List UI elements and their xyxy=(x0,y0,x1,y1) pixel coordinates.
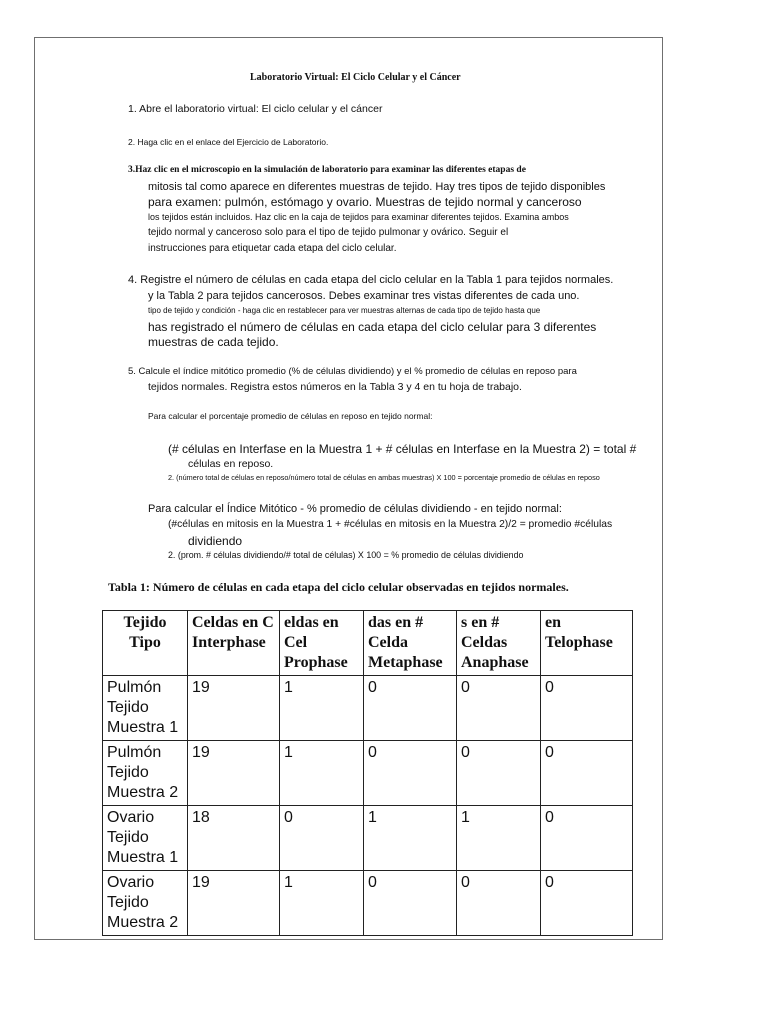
tissue-cell: Ovario Tejido Muestra 2 xyxy=(103,871,188,936)
tissue-cell: Pulmón Tejido Muestra 1 xyxy=(103,676,188,741)
resting-formula-1-line-1: (# células en Interfase en la Muestra 1 + # células en Interfase en la Muestra 2) = total # xyxy=(168,442,637,456)
step-3-line-6: instrucciones para etiquetar cada etapa del ciclo celular. xyxy=(148,243,397,254)
interphase-value: 19 xyxy=(188,871,280,936)
resting-formula-1-line-2: células en reposo. xyxy=(188,458,274,470)
document-title: Laboratorio Virtual: El Ciclo Celular y el Cáncer xyxy=(250,72,461,83)
table-row xyxy=(103,806,633,871)
resting-formula-2: 2. (número total de células en reposo/número total de células en ambas muestras) X 100 = porcentaje promedio de células en reposo xyxy=(168,473,600,482)
table-caption: Tabla 1: Número de células en cada etapa del ciclo celular observadas en tejidos normales. xyxy=(108,580,569,594)
anaphase-value: 0 xyxy=(457,871,541,936)
header-telophase: en Telophase xyxy=(541,611,633,676)
step-3-line-1: 3.Haz clic en el microscopio en la simulación de laboratorio para examinar las diferentes etapas de xyxy=(128,165,526,175)
step-3-line-5: tejido normal y canceroso solo para el tipo de tejido pulmonar y ovárico. Seguir el xyxy=(148,227,509,238)
step-1: 1. Abre el laboratorio virtual: El ciclo celular y el cáncer xyxy=(128,103,383,115)
table-header-row xyxy=(103,611,633,676)
interphase-value: 19 xyxy=(188,741,280,806)
table-row xyxy=(103,871,633,936)
header-prophase: eldas en Cel Prophase xyxy=(280,611,364,676)
header-tissue-type: Tejido Tipo xyxy=(103,611,188,676)
telophase-value: 0 xyxy=(541,806,633,871)
mitotic-formula-2: 2. (prom. # células dividiendo/# total de células) X 100 = % promedio de células dividiendo xyxy=(168,550,524,560)
anaphase-value: 1 xyxy=(457,806,541,871)
mitotic-intro: Para calcular el Índice Mitótico - % promedio de células dividiendo - en tejido normal: xyxy=(148,503,562,515)
telophase-value: 0 xyxy=(541,871,633,936)
resting-intro: Para calcular el porcentaje promedio de células en reposo en tejido normal: xyxy=(148,411,433,421)
telophase-value: 0 xyxy=(541,676,633,741)
prophase-value: 1 xyxy=(280,676,364,741)
prophase-value: 1 xyxy=(280,871,364,936)
step-4-line-5: muestras de cada tejido. xyxy=(148,335,279,349)
interphase-value: 18 xyxy=(188,806,280,871)
metaphase-value: 0 xyxy=(364,871,457,936)
header-interphase: Celdas en C Interphase xyxy=(188,611,280,676)
interphase-value: 19 xyxy=(188,676,280,741)
step-3-line-4: los tejidos están incluidos. Haz clic en la caja de tejidos para examinar diferentes tejidos. Examina ambos xyxy=(148,212,569,222)
anaphase-value: 0 xyxy=(457,676,541,741)
step-3-line-2: mitosis tal como aparece en diferentes muestras de tejido. Hay tres tipos de tejido disponibles xyxy=(148,181,606,193)
prophase-value: 0 xyxy=(280,806,364,871)
metaphase-value: 1 xyxy=(364,806,457,871)
step-4-line-2: y la Tabla 2 para tejidos cancerosos. Debes examinar tres vistas diferentes de cada uno. xyxy=(148,290,580,302)
header-anaphase: s en # Celdas Anaphase xyxy=(457,611,541,676)
step-4-line-3: tipo de tejido y condición - haga clic en restablecer para ver muestras alternas de cada tipo de tejido hasta que xyxy=(148,306,541,315)
metaphase-value: 0 xyxy=(364,676,457,741)
step-3-line-3: para examen: pulmón, estómago y ovario. Muestras de tejido normal y canceroso xyxy=(148,195,582,209)
mitotic-formula-1-line-1: (#células en mitosis en la Muestra 1 + #células en mitosis en la Muestra 2)/2 = promedio #células xyxy=(168,519,613,530)
prophase-value: 1 xyxy=(280,741,364,806)
cell-cycle-table xyxy=(102,610,633,936)
step-5-line-1: 5. Calcule el índice mitótico promedio (% de células dividiendo) y el % promedio de células en reposo para xyxy=(128,366,577,377)
tissue-cell: Ovario Tejido Muestra 1 xyxy=(103,806,188,871)
metaphase-value: 0 xyxy=(364,741,457,806)
table-row xyxy=(103,676,633,741)
step-5-line-2: tejidos normales. Registra estos números en la Tabla 3 y 4 en tu hoja de trabajo. xyxy=(148,381,522,393)
tissue-cell: Pulmón Tejido Muestra 2 xyxy=(103,741,188,806)
step-2: 2. Haga clic en el enlace del Ejercicio de Laboratorio. xyxy=(128,137,329,147)
step-4-line-4: has registrado el número de células en cada etapa del ciclo celular para 3 diferentes xyxy=(148,320,597,334)
mitotic-formula-1-line-2: dividiendo xyxy=(188,534,243,548)
telophase-value: 0 xyxy=(541,741,633,806)
anaphase-value: 0 xyxy=(457,741,541,806)
table-row xyxy=(103,741,633,806)
step-4-line-1: 4. Registre el número de células en cada etapa del ciclo celular en la Tabla 1 para tejidos normales. xyxy=(128,274,614,286)
header-metaphase: das en # Celda Metaphase xyxy=(364,611,457,676)
